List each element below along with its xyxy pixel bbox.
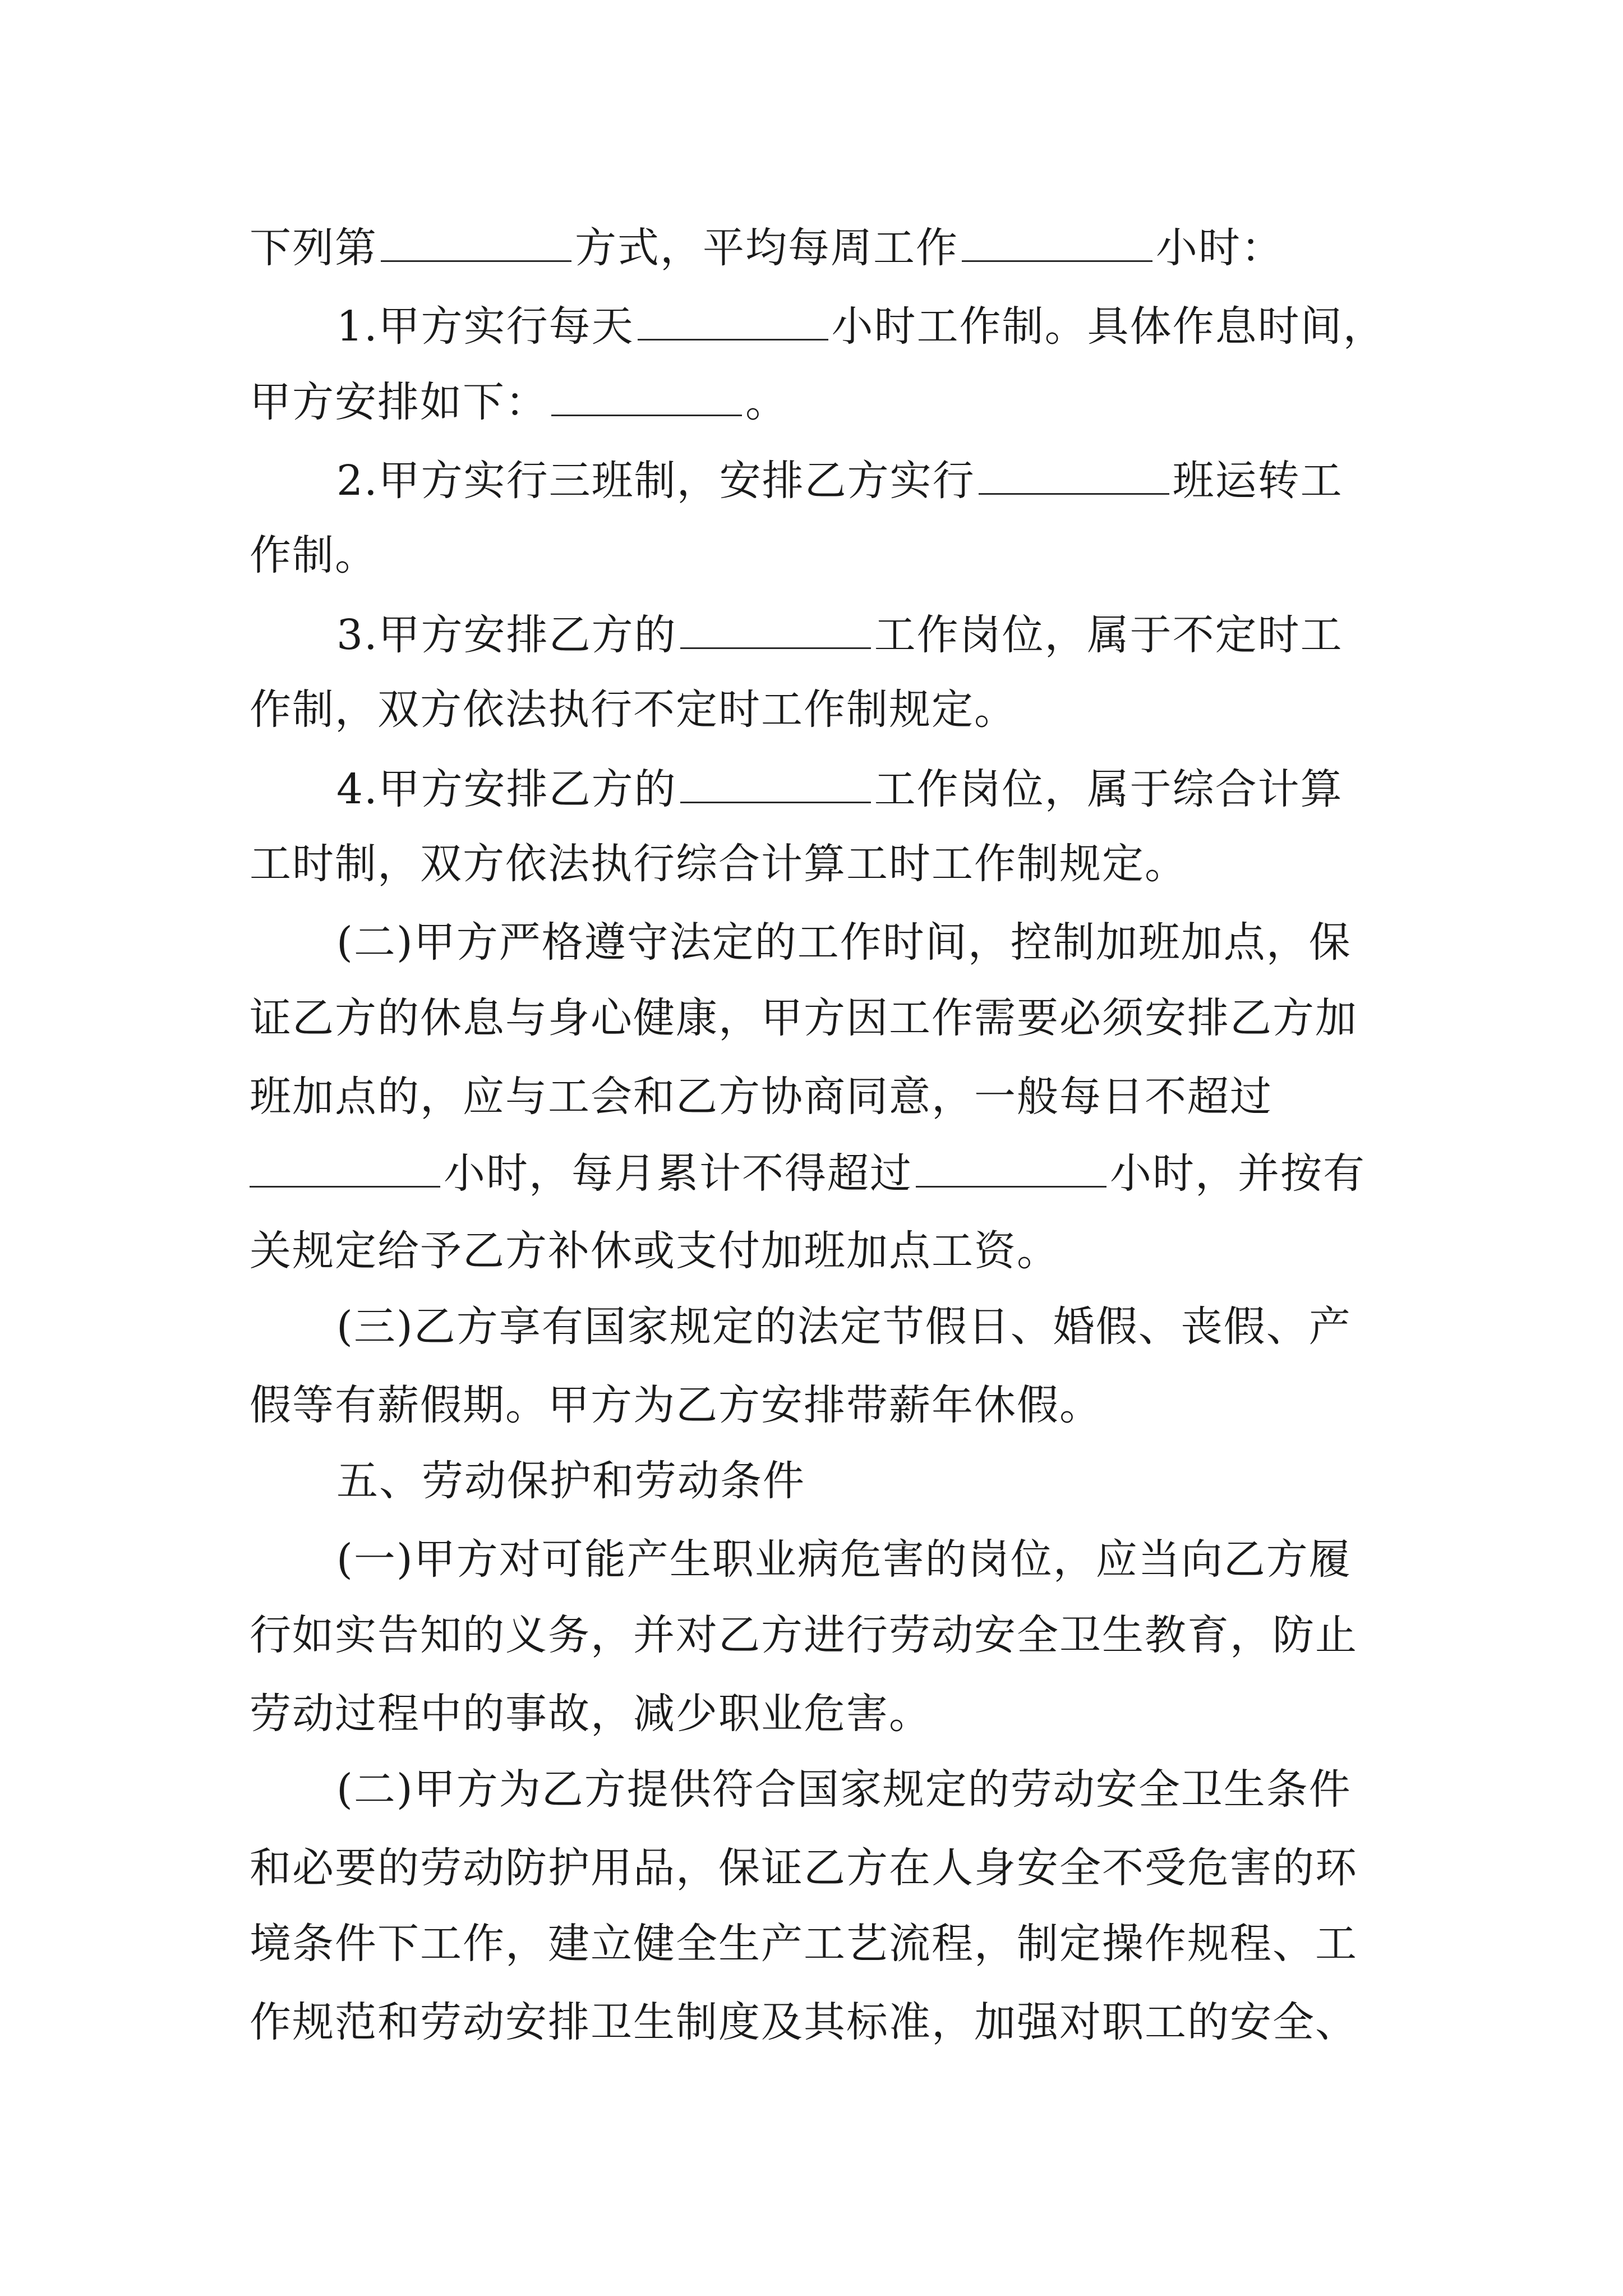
fill-blank[interactable] — [381, 213, 571, 262]
text-line — [250, 1372, 1623, 1439]
fill-blank[interactable] — [916, 1139, 1106, 1188]
text-segment: 小时工作制。具体作息时间， — [831, 302, 1386, 351]
text-segment: 工时制，双方依法执行综合计算工时工作制规定。 — [250, 840, 1187, 888]
text-segment: 行如实告知的义务，并对乙方进行劳动安全卫生教育，防止 — [250, 1611, 1358, 1659]
text-segment: 作制，双方依法执行不定时工作制规定。 — [250, 685, 1017, 734]
text-line — [336, 909, 1623, 976]
text-segment: 。 — [745, 378, 788, 426]
text-segment: 4.甲方安排乙方的 — [336, 765, 677, 813]
text-segment: 甲方安排如下： — [250, 378, 548, 426]
text-line — [250, 1910, 1623, 1977]
text-segment: 小时，每月累计不得超过 — [444, 1149, 912, 1198]
text-line — [250, 1602, 1623, 1669]
fill-blank[interactable] — [680, 600, 871, 649]
text-line — [250, 1834, 1623, 1902]
text-segment: 班运转工 — [1172, 457, 1343, 505]
text-segment: 工作岗位，属于综合计算 — [874, 765, 1343, 813]
text-line — [336, 1293, 1623, 1360]
text-segment: (一)甲方对可能产生职业病危害的岗位，应当向乙方履 — [336, 1535, 1352, 1584]
text-line — [336, 1756, 1623, 1823]
text-line — [336, 754, 1623, 822]
text-segment: 关规定给予乙方补休或支付加班加点工资。 — [250, 1227, 1059, 1275]
text-line — [250, 522, 1623, 589]
text-segment: (三)乙方享有国家规定的法定节假日、婚假、丧假、产 — [336, 1303, 1352, 1351]
text-segment: 3.甲方安排乙方的 — [336, 611, 677, 659]
text-line — [250, 984, 1623, 1052]
text-segment: 作规范和劳动安排卫生制度及其标准，加强对职工的安全、 — [250, 1998, 1358, 2046]
text-segment: 假等有薪假期。甲方为乙方安排带薪年休假。 — [250, 1381, 1102, 1429]
text-line — [336, 1526, 1623, 1593]
text-line — [250, 213, 1623, 280]
text-segment: (二)甲方严格遵守法定的工作时间，控制加班加点，保 — [336, 918, 1352, 967]
text-segment: 下列第 — [250, 224, 377, 272]
text-segment: 工作岗位，属于不定时工 — [874, 611, 1343, 659]
text-line — [250, 1680, 1623, 1747]
text-line — [250, 1989, 1623, 2056]
text-line — [336, 292, 1623, 359]
fill-blank[interactable] — [680, 754, 871, 803]
text-line — [250, 1063, 1623, 1130]
text-segment: 作制。 — [250, 531, 377, 579]
text-line — [250, 1139, 1623, 1206]
text-line — [250, 830, 1623, 898]
section-heading — [336, 1447, 1623, 1515]
text-line — [336, 600, 1623, 668]
fill-blank[interactable] — [250, 1139, 440, 1188]
text-segment: 证乙方的休息与身心健康，甲方因工作需要必须安排乙方加 — [250, 994, 1358, 1042]
fill-blank[interactable] — [962, 213, 1152, 262]
text-segment: 小时： — [1156, 224, 1284, 272]
text-segment: (二)甲方为乙方提供符合国家规定的劳动安全卫生条件 — [336, 1765, 1352, 1814]
text-line — [250, 367, 1623, 435]
text-segment: 班加点的，应与工会和乙方协商同意，一般每日不超过 — [250, 1073, 1272, 1121]
fill-blank[interactable] — [979, 446, 1169, 495]
text-segment: 境条件下工作，建立健全生产工艺流程，制定操作规程、工 — [250, 1920, 1358, 1968]
text-line — [250, 676, 1623, 743]
fill-blank[interactable] — [638, 292, 828, 341]
text-segment: 方式，平均每周工作 — [575, 224, 958, 272]
text-line — [336, 446, 1623, 513]
text-segment: 和必要的劳动防护用品，保证乙方在人身安全不受危害的环 — [250, 1844, 1358, 1892]
text-line — [250, 1217, 1623, 1285]
text-segment: 劳动过程中的事故，减少职业危害。 — [250, 1690, 932, 1738]
text-segment: 1.甲方实行每天 — [336, 302, 634, 351]
text-segment: 2.甲方实行三班制，安排乙方实行 — [336, 457, 975, 505]
text-segment: 五、劳动保护和劳动条件 — [336, 1457, 805, 1505]
text-segment: 小时，并按有 — [1110, 1149, 1366, 1198]
fill-blank[interactable] — [551, 367, 742, 416]
